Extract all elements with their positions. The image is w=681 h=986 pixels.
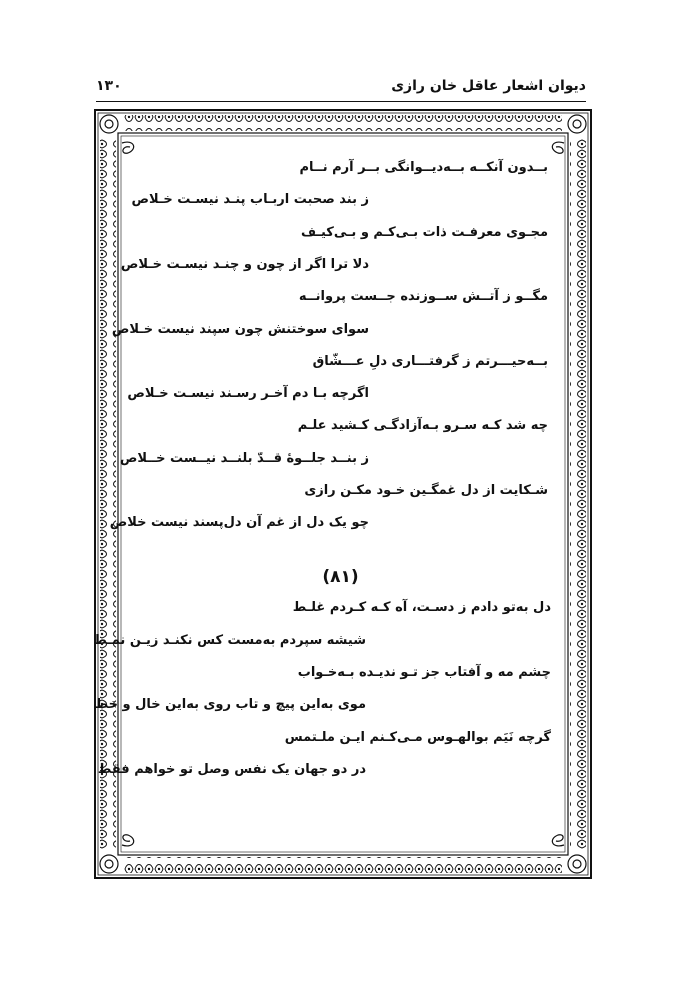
verse-line: چو یک دل از غم آن دل‌پسند نیست خلاص (109, 515, 369, 530)
page-header (96, 78, 586, 102)
page-number: ۱۳۰ (96, 78, 122, 94)
verse-line: دل به‌تو دادم ز دسـت، آه کـه کـردم غلـط (292, 600, 551, 615)
poem-number-heading: (۸۱) (322, 567, 359, 587)
header-rule (96, 101, 586, 102)
verse-line: دلا ترا اگر از چون و چنـد نیسـت خـلاص (120, 257, 369, 272)
book-title: دیوان اشعار عاقل خان رازی (391, 78, 586, 94)
verse-line: سوای سوختنش چون سپند نیست خـلاص (111, 322, 369, 337)
verse-line: در دو جهان یک نفس وصل تو خواهم فقط (97, 762, 366, 777)
verse-line: بــدون آنکــه بــه‌دیــوانگی بــر آرم نــام (299, 160, 548, 175)
verse-line: ز بند صحبت اربـاب پنـد نیسـت خـلاص (131, 192, 369, 207)
verse-line: چه شد کـه سـرو بـه‌آزادگـی کـشید علـم (297, 418, 548, 433)
verse-line: بــه‌حیـــرتم ز گرفتـــاری دلِ عـــشّاق (312, 354, 548, 369)
verse-line: شیشه سپردم به‌مست کس نکنـد زیـن نمـط (93, 633, 366, 648)
verse-line: مگــو ز آتــش ســوزنده جــست پروانــه (298, 289, 548, 304)
verse-line: مجـوی معرفـت ذات بـی‌کـم و بـی‌کیـف (301, 225, 548, 240)
verse-line: گرچه نَیَم بوالهـوس مـی‌کـنم ایـن ملـتمس (284, 730, 551, 745)
verse-line: شـکایت از دل غمگـین خـود مکـن رازی (304, 483, 548, 498)
verse-line: ز بنــد جلــوهٔ قــدّ بلنــد نیــست خــلاص (119, 451, 369, 466)
verse-line: اگرچه بـا دم آخـر رسـند نیسـت خـلاص (127, 386, 369, 401)
verse-line: موی به‌این پیچ و تاب روی به‌این خال و خط (94, 697, 366, 712)
verse-line: چشم مه و آفتاب جز تـو ندیـده بـه‌خـواب (297, 665, 551, 680)
